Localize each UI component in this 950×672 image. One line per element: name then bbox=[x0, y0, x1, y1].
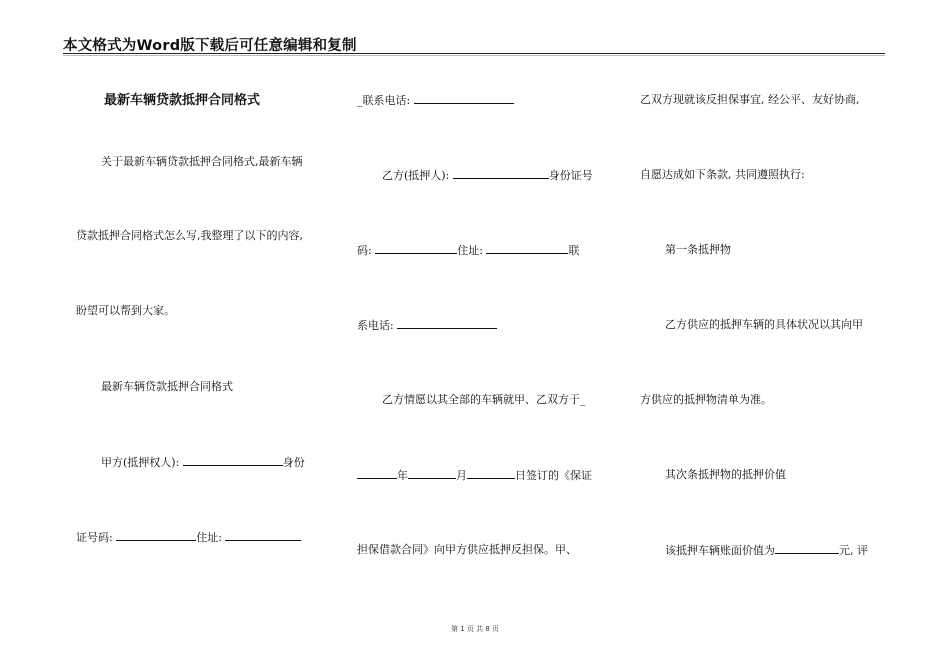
party-a-id-label: 身份 bbox=[282, 456, 305, 469]
party-a-phone-label: _联系电话: bbox=[357, 94, 411, 107]
date-line bbox=[357, 468, 592, 483]
article-2-text bbox=[665, 543, 868, 558]
party-b-phone-line bbox=[357, 318, 497, 333]
section-subtitle: 最新车辆贷款抵押合同格式 bbox=[101, 380, 233, 393]
party-a-phone-line bbox=[357, 93, 514, 108]
party-a-line-2 bbox=[76, 530, 301, 545]
agreement-line: 自愿达成如下条款, 共同遵照执行: bbox=[640, 168, 805, 181]
article-1-heading: 第一条抵押物 bbox=[665, 243, 731, 256]
month-blank bbox=[408, 468, 456, 479]
clause-line-2: 担保借款合同》向甲方供应抵押反担保。甲、 bbox=[357, 543, 577, 556]
negotiation-line: 乙双方现就该反担保事宜, 经公平、友好协商, bbox=[640, 93, 860, 106]
party-b-id-blank bbox=[375, 243, 457, 254]
party-a-id-blank bbox=[116, 530, 196, 541]
intro-line-3: 盼望可以帮到大家。 bbox=[76, 304, 175, 317]
party-b-id-label: 身份证号 bbox=[548, 169, 593, 182]
book-value-unit: 元, 评 bbox=[839, 544, 868, 557]
party-b-phone-label: 系电话: bbox=[357, 319, 394, 332]
party-a-id-cont: 证号码: bbox=[76, 531, 113, 544]
party-b-phone-blank bbox=[397, 318, 497, 329]
page-footer: 第 1 页 共 8 页 bbox=[450, 625, 500, 633]
party-a-line bbox=[101, 455, 305, 470]
party-b-line bbox=[382, 168, 593, 183]
intro-line-1: 关于最新车辆贷款抵押合同格式,最新车辆 bbox=[101, 155, 303, 168]
book-value-label: 该抵押车辆账面价值为 bbox=[665, 544, 775, 557]
book-value-blank bbox=[775, 543, 839, 554]
party-b-phone-label-start: 联 bbox=[568, 244, 580, 257]
clause-line-1: 乙方情愿以其全部的车辆就甲、乙双方于_ bbox=[382, 393, 586, 406]
intro-line-2: 贷款抵押合同格式怎么写,我整理了以下的内容, bbox=[76, 229, 303, 242]
article-1-text-2: 方供应的抵押物清单为准。 bbox=[640, 393, 772, 406]
article-2-heading: 其次条抵押物的抵押价值 bbox=[665, 468, 786, 481]
party-a-address-label: 住址: bbox=[196, 531, 222, 544]
day-label: 日签订的《保证 bbox=[515, 469, 592, 482]
party-a-phone-blank bbox=[414, 93, 514, 104]
party-b-address-label: 住址: bbox=[457, 244, 483, 257]
party-a-label: 甲方(抵押权人): bbox=[101, 456, 180, 469]
header-text: 本文格式为Word版下载后可任意编辑和复制 bbox=[63, 38, 357, 54]
day-blank bbox=[467, 468, 515, 479]
document-title: 最新车辆贷款抵押合同格式 bbox=[104, 93, 261, 108]
party-b-name-blank bbox=[453, 168, 549, 179]
month-label: 月 bbox=[456, 469, 467, 482]
page-header bbox=[63, 33, 885, 54]
party-a-name-blank bbox=[183, 455, 283, 466]
party-a-address-blank bbox=[225, 530, 301, 541]
year-label: 年 bbox=[397, 469, 408, 482]
year-blank bbox=[357, 468, 397, 479]
party-b-line-2 bbox=[357, 243, 579, 258]
article-1-text-1: 乙方供应的抵押车辆的具体状况以其向甲 bbox=[665, 318, 863, 331]
party-b-address-blank bbox=[486, 243, 568, 254]
party-b-id-cont: 码: bbox=[357, 244, 372, 257]
header-divider bbox=[63, 55, 885, 56]
party-b-label: 乙方(抵押人): bbox=[382, 169, 450, 182]
